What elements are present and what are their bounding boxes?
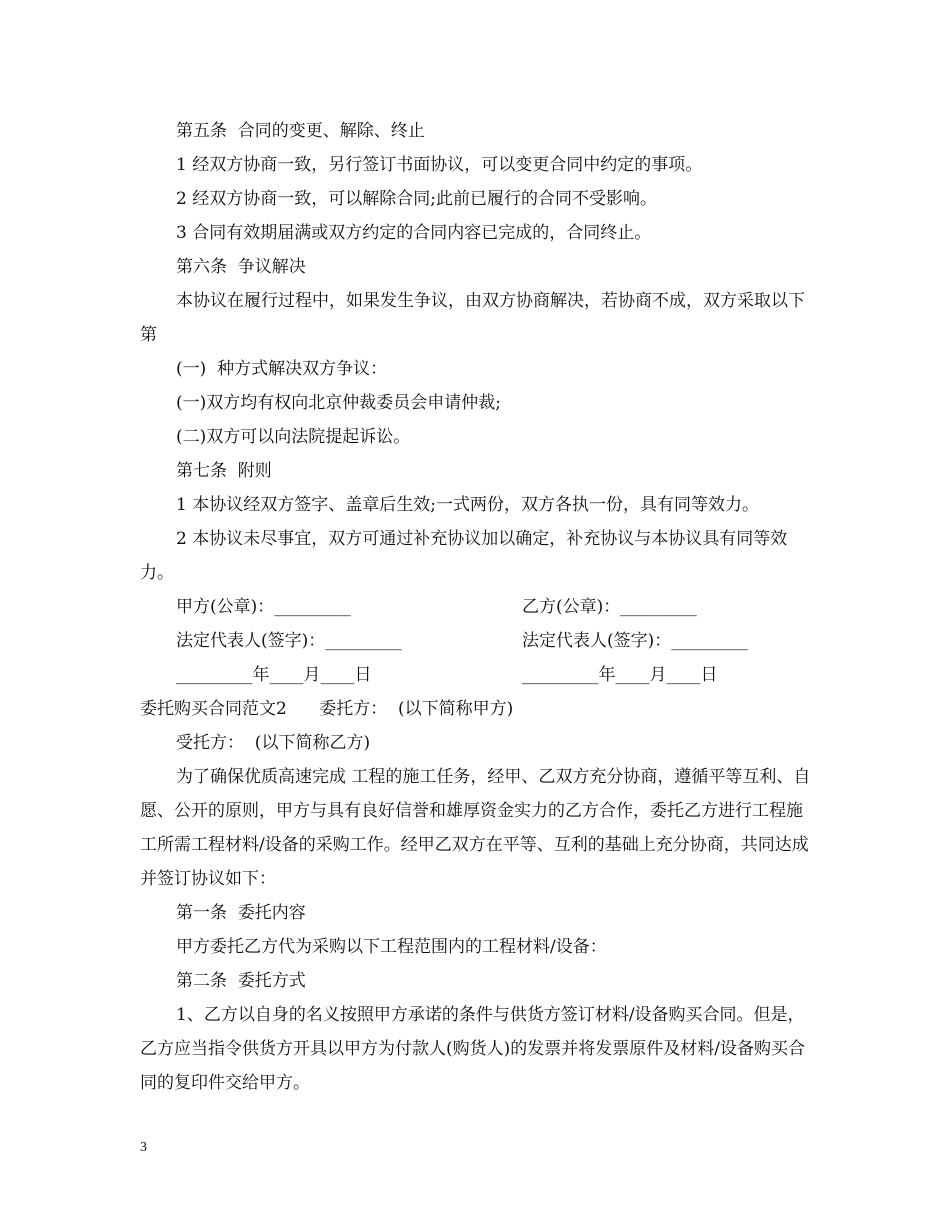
article-7-clause-2: 2 本协议未尽事宜，双方可通过补充协议加以确定，补充协议与本协议具有同等效力。 [140,529,788,583]
article-5-heading: 第五条 合同的变更、解除、终止 [176,121,425,141]
document-body [140,114,812,1100]
contract-2-preamble: 为了确保优质高速完成 工程的施工任务，经甲、乙双方充分协商，遵循平等互利、自愿、公开的原则，甲方与具有良好信誉和雄厚资金实力的乙方合作，委托乙方进行工程施工所需工程材料/设备的采购工作。经甲乙双方在平等、互利的基础上充分协商，共同达成并签订协议如下： [140,767,811,889]
party-a-representative-line: 法定代表人(签字)：_________ [176,631,402,651]
article-2-heading: 第二条 委托方式 [176,971,306,991]
article-6-option-1: (一)双方均有权向北京仲裁委员会申请仲裁; [176,393,501,413]
party-a-date-line: _________年____月____日 [176,665,372,685]
page-number: 3 [140,1140,147,1155]
party-b-representative-line: 法定代表人(签字)：_________ [522,631,748,651]
article-7-heading: 第七条 附则 [176,461,272,481]
article-1-body: 甲方委托乙方代为采购以下工程范围内的工程材料/设备： [176,937,607,957]
article-2-clause-1: 1、乙方以自身的名义按照甲方承诺的条件与供货方签订材料/设备购买合同。但是，乙方应当指令供货方开具以甲方为付款人(购货人)的发票并将发票原件及材料/设备购买合同的复印件交给甲方。 [140,1005,805,1093]
article-6-heading: 第六条 争议解决 [176,257,306,277]
article-5-clause-1: 1 经双方协商一致，另行签订书面协议，可以变更合同中约定的事项。 [176,155,703,175]
trustee-line: 受托方： (以下简称乙方) [176,733,371,753]
article-6-body: 本协议在履行过程中，如果发生争议，由双方协商解决，若协商不成，双方采取以下第 [140,291,805,345]
party-b-date-line: _________年____月____日 [522,665,718,685]
article-1-heading: 第一条 委托内容 [176,903,306,923]
contract-2-title-line: 委托购买合同范文2 委托方： (以下简称甲方) [140,699,514,719]
signature-row-date [140,658,812,692]
article-6-option-2: (二)双方可以向法院提起诉讼。 [176,427,411,447]
signature-row-representative [140,624,812,658]
article-5-clause-3: 3 合同有效期届满或双方约定的合同内容已完成的，合同终止。 [176,223,652,243]
article-6-option-intro: (一) 种方式解决双方争议： [176,359,388,379]
article-5-clause-2: 2 经双方协商一致，可以解除合同;此前已履行的合同不受影响。 [176,189,657,209]
party-a-seal-line: 甲方(公章)：_________ [176,597,351,617]
signature-row-seal [140,590,812,624]
article-7-clause-1: 1 本协议经双方签字、盖章后生效;一式两份，双方各执一份，具有同等效力。 [176,495,759,515]
party-b-seal-line: 乙方(公章)：_________ [522,597,697,617]
